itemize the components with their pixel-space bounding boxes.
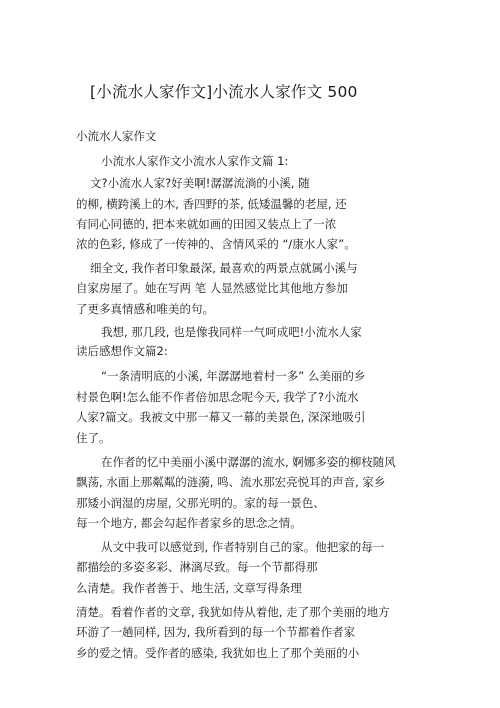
- text-line: 从文中我可以感觉到, 作者特别自己的家。他把家的每一: [101, 540, 385, 554]
- text-line: 自家房屋了。她在写两 笔 人显然感觉比其他地方参加: [76, 281, 348, 295]
- document-subtitle: 小流水人家作文: [76, 129, 157, 143]
- text-line: “一条清明底的小溪, 年潺潺地着村一多” 么美丽的乡: [101, 369, 366, 383]
- text-line: 读后感想作文篇2:: [76, 344, 168, 358]
- text-line: 环游了一趟同样, 因为, 我所看到的每一个节都着作者家: [76, 625, 356, 639]
- text-line: 么清楚。我作者善于、地生活, 文章写得条理: [76, 581, 302, 595]
- text-line: 小流水人家作文小流水人家作文篇 1:: [101, 154, 289, 168]
- text-line: 那矮小润湿的房屋, 父那光明的。家的每一景色、: [76, 496, 325, 510]
- text-line: 村景色啊!怎么能不作者倍加思念呢今天, 我学了?小流水: [76, 390, 359, 404]
- text-line: 在作者的忆中美丽小溪中潺潺的流水, 婀娜多姿的柳枝随风: [101, 455, 396, 469]
- text-line: 都描绘的多姿多彩、淋漓尽致。每一个节都得那: [76, 560, 318, 574]
- text-line: 的柳, 横跨溪上的木, 香四野的茶, 低矮温馨的老屋, 还: [76, 197, 347, 211]
- document-title: [小流水人家作文]小流水人家作文 500: [90, 83, 358, 101]
- text-line: 人家?篇文。我被文中那一幕又一幕的美景色, 深深地吸引: [76, 410, 366, 424]
- text-line: 飘荡, 水面上那粼粼的涟漪, 鸣、流水那宏亮悦耳的声音, 家乡: [76, 475, 386, 489]
- text-line: 我想, 那几段, 也是像我同样一气呵成吧!小流水人家: [101, 325, 362, 339]
- text-line: 文?小流水人家?好美啊!潺潺流淌的小溪, 随: [90, 176, 310, 190]
- text-line: 清楚。看着作者的文章, 我犹如侍从着他, 走了那个美丽的地方: [76, 605, 390, 619]
- text-line: 每一个地方, 都会勾起作者家乡的思念之情。: [76, 516, 302, 530]
- text-line: 有同心同德的, 把本来就如画的田园又装点上了一浓: [76, 217, 337, 231]
- text-line: 浓的色彩, 修成了一传神的、含情风采的 “/康水人家”。: [76, 237, 356, 251]
- text-line: 细全文, 我作者印象最深, 最喜欢的两景点就属小溪与: [90, 261, 358, 275]
- text-line: 住了。: [76, 431, 111, 445]
- text-line: 乡的爱之情。受作者的感染, 我犹如也上了那个美丽的小: [76, 646, 360, 660]
- text-line: 了更多真情感和唯美的句。: [76, 302, 214, 316]
